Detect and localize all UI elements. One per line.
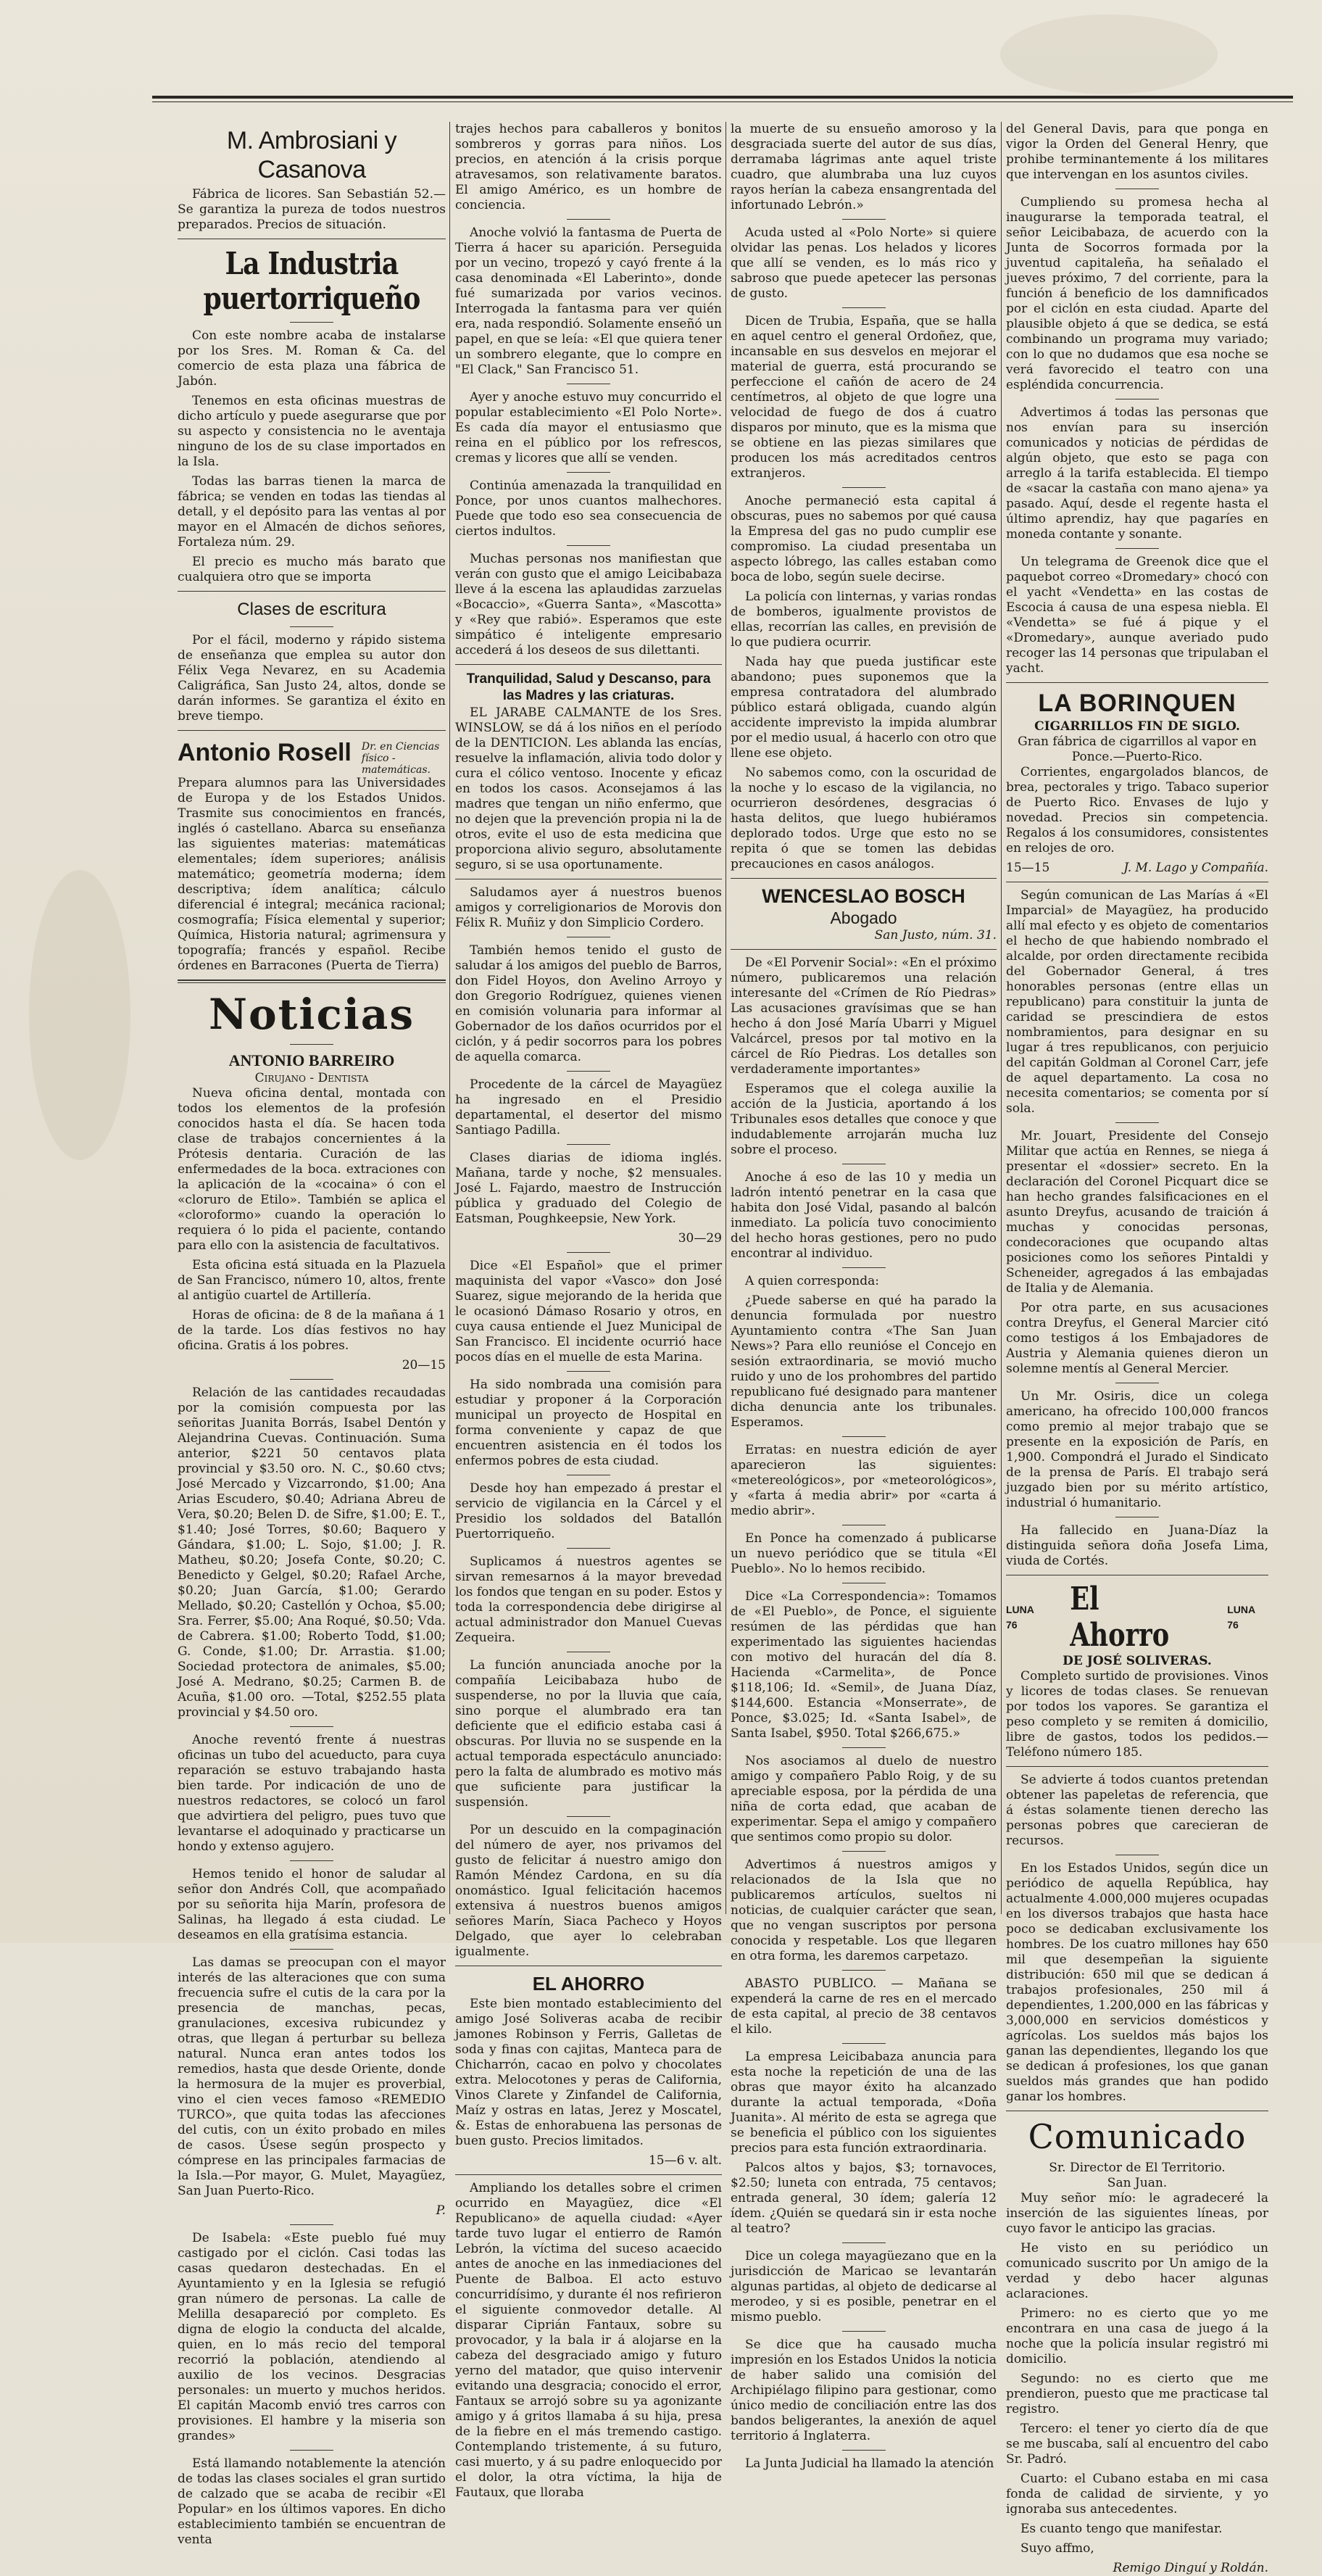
clases-text: Por el fácil, moderno y rápido sistema de enseñanza que emplea su autor don Félix Vega Nevarez, en su Academia Caligráfica, San Justo 24, altos, donde se darán informes. Se garantiza el éxito en breve tiempo. bbox=[178, 633, 446, 724]
comunicado-title: Comunicado bbox=[1028, 2117, 1247, 2156]
rosell-header bbox=[178, 737, 446, 776]
divider bbox=[842, 219, 886, 220]
industria-text: Tenemos en esta oficinas muestras de dicho artículo y puede asegurarse que por su aspecto y consistencia no le aventaja ninguno de los de su clase importados en la Isla. bbox=[178, 394, 446, 469]
divider bbox=[842, 1747, 886, 1748]
el-ahorro-title: EL AHORRO bbox=[532, 1973, 645, 1995]
divider bbox=[842, 2043, 886, 2044]
divider bbox=[290, 1949, 333, 1950]
news-item: La empresa Leicibabaza anuncia para esta noche la repetición de una de las obras que mayor éxito ha alcanzado durante la actual temporada, «Doña Juanita». Al mérito de esta se agrega que se beneficia el público con los siguientes precios para esta función extraordinaria. bbox=[731, 2050, 997, 2155]
divider bbox=[842, 1267, 886, 1268]
news-item: Según comunican de Las Marías á «El Imparcial» de Mayagüez, ha producido allí mal efecto y es objeto de comentarios el hecho de que habiendo nombrado el alcalde, por orden directamente recibida del Gobernador General, á tres honorables personas (entre ellas un republicano) para constituir la junta de caridad se prescindiera de estos nombramientos, para designar en su lugar á tres republicanos, con perjuicio del capitán Goldman al Coronel Carr, jefe de aquel departamento. La cosa no necesita comentarios; se comenta por sí sola. bbox=[1006, 888, 1268, 1116]
news-item: Ha fallecido en Juana-Díaz la distinguida señora doña Josefa Lima, viuda de Cortés. bbox=[1006, 1523, 1268, 1568]
damas-signature: P. bbox=[436, 2203, 446, 2218]
news-item: Por otra parte, en sus acusaciones contra Dreyfus, el General Marcier citó como testigos á los Embajadores de Austria y Alemania quienes dieron un solemne mentís al General Mercier. bbox=[1006, 1301, 1268, 1376]
news-item: Desde hoy han empezado á prestar el servicio de vigilancia en la Cárcel y el Presidio los soldados del Batallón Puertorriqueño. bbox=[455, 1481, 722, 1541]
news-item: Por un descuido en la compaginación del número de ayer, nos privamos del gusto de felicitar á nuestro amigo don Ramón Méndez Cardona, en su día onomástico. Igual felicitación hacemos extensiva á nuestros buenos amigos señores Marín, Siaca Pacheco y Hoyos Delgado, que ayer lo celebraban igualmente. bbox=[455, 1823, 722, 1959]
comunicado-text: Suyo affmo, bbox=[1020, 2541, 1094, 2556]
divider bbox=[842, 2242, 886, 2243]
news-item: Dice un colega mayagüezano que en la jurisdicción de Maricao se levantarán algunas partidas, al objeto de dedicarse al merodeo, y si es posible, penetrar en el mismo pueblo. bbox=[731, 2249, 997, 2324]
news-item: Un Mr. Osiris, dice un colega americano, ha ofrecido 100,000 francos como premio al mejor trabajo que se presente en la exposición de París, en 1,900. Compondrá el Jurado el Sindicato de la prensa de París. El trabajo será juzgado bien por su mérito artístico, industrial ó humanitario. bbox=[1006, 1389, 1268, 1510]
divider bbox=[290, 1379, 333, 1380]
news-item: Suplicamos á nuestros agentes se sirvan remesarnos á la mayor brevedad los fondos que tengan en su poder. Estos y toda la correspondencia debe dirigirse al actual administrador don Manuel Cuevas Zequeira. bbox=[455, 1554, 722, 1645]
industria-text: El precio es mucho más barato que cualquiera otro que se importa bbox=[178, 555, 446, 584]
comunicado-text: Cuarto: el Cubano estaba en mi casa fonda de calidad de sirviente, y yo ignoraba sus antecedentes. bbox=[1006, 2472, 1268, 2517]
el-ahorro-header bbox=[1006, 1581, 1268, 1654]
tranquilidad-title: Tranquilidad, Salud y Descanso, para las Madres y las criaturas. bbox=[466, 671, 711, 703]
divider bbox=[290, 2450, 333, 2451]
clases-title: Clases de escritura bbox=[237, 600, 386, 619]
comunicado-city: San Juan. bbox=[1107, 2176, 1168, 2190]
column-2 bbox=[455, 122, 722, 2500]
comunicado-director: Sr. Director de El Territorio. bbox=[1049, 2161, 1226, 2175]
ambrosiani-text: Fábrica de licores. San Sebastián 52.—Se garantiza la pureza de todos nuestros preparados. Precios de situación. bbox=[178, 187, 446, 232]
comunicado-signature: Remigo Dinguí y Roldán. bbox=[1113, 2561, 1268, 2575]
news-item: ABASTO PUBLICO. — Mañana se expenderá la carne de res en el mercado de esta capital, al precio de 38 centavos el kilo. bbox=[731, 1976, 997, 2037]
news-item: Clases diarias de idioma inglés. Mañana, tarde y noche, $2 mensuales. José L. Fajardo, maestro de Instrucción pública y graduado del Colegio de Eatsman, Poughkeepsie, New York. bbox=[455, 1151, 722, 1226]
divider bbox=[731, 949, 997, 950]
news-item: Dicen de Trubia, España, que se halla en aquel centro el general Ordoñez, que, incansable en sus desvelos en mejorar el material de guerra, está procurando se perfeccione el cañón de acero de 24 centímetros, al objeto de que logre una velocidad de fuego de dos á cuatro disparos por minuto, que es la misma que se obtiene en las piezas similares que producen los más acreditados centros extranjeros. bbox=[731, 314, 997, 481]
column-1 bbox=[178, 122, 446, 2547]
barreiro-text: Esta oficina está situada en la Plazuela de San Francisco, número 10, altos, frente al antigüo cuartel de Artillería. bbox=[178, 1258, 446, 1303]
comunicado-text: He visto en su periódico un comunicado suscrito por Un amigo de la verdad y debo hacer algunas aclaraciones. bbox=[1006, 2241, 1268, 2301]
divider bbox=[290, 2224, 333, 2225]
industria-text: Todas las barras tienen la marca de fábrica; se venden en todas las tiendas al detall, y el depósito para las ventas al por mayor en el Almacén de dichos señores, Fortaleza núm. 29. bbox=[178, 474, 446, 550]
news-item: Saludamos ayer á nuestros buenos amigos y correligionarios de Morovis don Félix R. Muñiz y don Simplicio Cordero. bbox=[455, 885, 722, 930]
paper-stain bbox=[29, 870, 130, 1160]
ambrosiani-title: M. Ambrosiani y Casanova bbox=[226, 127, 397, 183]
comunicado-text: Tercero: el tener yo cierto día de que se me buscaba, salí al encuentro del cabo Sr. Padró. bbox=[1006, 2422, 1268, 2467]
divider bbox=[455, 664, 722, 665]
barreiro-title: ANTONIO BARREIRO bbox=[228, 1051, 395, 1069]
borinquen-subtitle: Gran fábrica de cigarrillos al vapor en Ponce.—Puerto-Rico. bbox=[1018, 734, 1257, 764]
luna-label: LUNA 76 bbox=[1227, 1604, 1256, 1631]
column-divider bbox=[1001, 122, 1002, 1914]
paper-stain bbox=[1000, 15, 1218, 94]
el-ahorro-text: Este bien montado establecimiento del amigo José Soliveras acaba de recibir jamones Robinson y Ferris, Galletas de soda y finas con cajitas, Manteca para de Chicharrón, cacao en polvo y chocolates extra. Melocotones y peras de California, Vinos Clarete y Zinfandel de California, Maíz y ostras en latas, Jerez y Moscatel, &. Estas de enhorabuena las personas de buen gusto. Precios limitados. bbox=[455, 1997, 722, 2148]
wenceslao-title: WENCESLAO BOSCH bbox=[762, 885, 965, 907]
news-item: La función anunciada anoche por la compañía Leicibabaza hubo de suspenderse, no por la lluvia que caía, sino porque el alumbrado era tan deficiente que el edificio estaba casi á obscuras. Por lluvia no se suspende en la actual temporada espectáculo anunciado: pero la falta de alumbrado es motivo más que suficiente para justificar la suspensión. bbox=[455, 1658, 722, 1810]
divider bbox=[1115, 1122, 1159, 1123]
divider bbox=[567, 219, 610, 220]
divider bbox=[178, 730, 446, 731]
divider bbox=[178, 980, 446, 983]
el-ahorro-title: El Ahorro bbox=[1070, 1581, 1169, 1654]
divider bbox=[1006, 1766, 1268, 1767]
news-item: Anoche volvió la fantasma de Puerta de Tierra á hacer su aparición. Perseguida por un vecino, tropezó y cayó frente á la casa denominada «El Laberinto», donde fué sumarizada por varios vecinos. Interrogada la fantasma para ver quién era, nada respondió. Solamente enseñó un papel, en que se leía: «El que quiera tener un sombrero elegante, que lo compre en "El Clack," San Francisco 51. bbox=[455, 225, 722, 377]
news-item: la muerte de su ensueño amoroso y la desgraciada suerte del autor de sus días, derramaba lágrimas ante aquel triste cuadro, que alumbraba una luz cuyos rayos herían la cabeza ensangrentada del infortunado Lebrón.» bbox=[731, 122, 997, 212]
news-item: Mr. Jouart, Presidente del Consejo Militar que actúa en Rennes, se niega á presentar el «dossier» secreto. En la declaración del Coronel Picquart dice se han hecho grandes falsificaciones en el asunto Dreyfus, acusando de traición á muchas y conocidas personas, condecoraciones que ocupando altas posiciones como los señores Pintaldi y Scheneider, agregados á las embajadas de Italia y de Alemania. bbox=[1006, 1129, 1268, 1296]
borinquen-signature: J. M. Lago y Compañía. bbox=[1123, 861, 1268, 875]
divider bbox=[567, 1371, 610, 1372]
borinquen-title: LA BORINQUEN bbox=[1038, 689, 1236, 717]
news-item: Se advierte á todos cuantos pretendan obtener las papeletas de referencia, que á éstas solamente tienen derecho las personas pobres que carecieran de recursos. bbox=[1006, 1773, 1268, 1848]
news-item: Erratas: en nuestra edición de ayer aparecieron las siguientes: «metereológicos», por «meteorológicos», y «farta á media abrir» por «carta á medio abrir». bbox=[731, 1443, 997, 1518]
tranquilidad-text: EL JARABE CALMANTE de los Sres. WINSLOW, se dá á los niños en el período de la DENTICION. Les ablanda las encías, resuelve la inflamación, alivia todo dolor y cura el cólico ventoso. Inocente y eficaz en todos los casos. Aconsejamos á las madres que tengan un niño enfermo, que no dejen que la prevención propia ni la de otros, evite el uso de esta medicina que proporciona alivio seguro, absolutamente seguro, si se usa oportunamente. bbox=[455, 705, 722, 872]
divider bbox=[842, 2331, 886, 2332]
noticias-title: Noticias bbox=[208, 990, 415, 1039]
news-item: Nos asociamos al duelo de nuestro amigo y compañero Pablo Roig, y de su apreciable esposa, por la pérdida de una niña de corta edad, que acaban de experimentar. Sepa el amigo y compañero que sentimos como propio su dolor. bbox=[731, 1754, 997, 1844]
borinquen-ref: 15—15 bbox=[1006, 861, 1050, 875]
news-item: Ha sido nombrada una comisión para estudiar y proponer á la Corporación municipal un proyecto de Hospital en forma conveniente y capaz de que encuentren asistencia en él todos los enfermos pobres de esta ciudad. bbox=[455, 1378, 722, 1468]
barreiro-ref: 20—15 bbox=[402, 1358, 446, 1372]
news-item: Anoche permaneció esta capital á obscuras, pues no sabemos por qué causa la Empresa del gas no pudo cumplir ese compromiso. La ciudad presentaba un aspecto lóbrego, las calles estaban como boca de lobo, según suele decirse. bbox=[731, 494, 997, 584]
news-item: Nada hay que pueda justificar este abandono; pues suponemos que la empresa contratadora del alumbrado público estará obligada, cuando algún accidente imprevisto la impida alumbrar por el medio usual, á hacerlo con otro que llene ese objeto. bbox=[731, 655, 997, 761]
news-item: Un telegrama de Greenok dice que el paquebot correo «Dromedary» chocó con el yacht «Vendetta» en las costas de Escocia á causa de una espesa niebla. El «Vendetta» se fué á pique y el «Dromedary», aunque averiado pudo recoger las 14 personas que tripulaban el yacht. bbox=[1006, 555, 1268, 676]
news-item: Procedente de la cárcel de Mayagüez ha ingresado en el Presidio departamental, el desertor del mismo Santiago Padilla. bbox=[455, 1077, 722, 1138]
news-item: Se dice que ha causado mucha impresión en los Estados Unidos la noticia de haber salido una comisión del Archipiélago filipino para gestionar, como único medio de conciliación entre las dos bandos beligerantes, la anexión de aquel territorio á Inglaterra. bbox=[731, 2337, 997, 2443]
el-ahorro-subtitle: DE JOSÉ SOLIVERAS. bbox=[1063, 1654, 1212, 1668]
esta-text: Está llamando notablemente la atención de todas las clases sociales el gran surtido de calzado que se acaba de recibir «El Popular» en los últimos vapores. En dicho establecimiento también se encuentran de venta bbox=[178, 2456, 446, 2547]
barreiro-subtitle: Cirujano - Dentista bbox=[254, 1071, 369, 1085]
borinquen-text: Corrientes, engargolados blancos, de brea, pectorales y trigo. Tabaco superior de Puerto Rico. Envases de lujo y novedad. Precios sin competencia. Regalos á los consumidores, consistentes en relojes de oro. bbox=[1006, 765, 1268, 856]
relacion-text: Relación de las cantidades recaudadas por la comisión compuesta por las señoritas Juanita Borrás, Isabel Dentón y Alejandrina Cuevas. Continuación. Suma anterior, $221 50 centavos plata provincial y $3.50 oro. N. C., $0.60 ctvs; José Mercado y Vizcarrondo, $1.00; Ana Arias Escudero, $0.40; Adriana Abreu de Vera, $0.20; Belen D. de Sifre, $1.00; E. T., $1.40; José Torres, $0.60; Baquero y Gándara, $1.00; L. Sojo, $1.00; J. R. Matheu, $0.20; Josefa Conte, $0.20; C. Benedicto y Gelgel, $0.20; Rafael Arche, $0.20; Juan García, $1.00; Gerardo Mellado, $0.20; Castellón y Ochoa, $5.00; Sra. Ferrer, $5.00; Ana Roqué, $0.50; Vda. de Cabrera. $1.00; Roberto Todd, $1.00; G. Conde, $1.00; Dr. Arrastia. $1.00; Sociedad protectora de animales, $5.00; José A. Medrano, $0.25; Carmen B. de Acuña, $1.00 oro. —Total, $252.55 plata provincial y $4.50 oro. bbox=[178, 1386, 446, 1720]
news-item: Advertimos á nuestros amigos y relacionados de la Isla que no publicaremos artículos, sueltos ni noticias, de cualquier carácter que sean, que no vengan suscriptos por persona conocida y respetable. Los que llegaren en otra forma, les daremos carpetazo. bbox=[731, 1858, 997, 1963]
news-item: Esperamos que el colega auxilie la acción de la Justicia, aportando á los Tribunales esos detalles que conoce y que indudablemente arrojarán mucha luz sobre el proceso. bbox=[731, 1082, 997, 1157]
column-4 bbox=[1006, 122, 1268, 2575]
divider bbox=[842, 487, 886, 488]
luna-label: LUNA 76 bbox=[1006, 1604, 1034, 1631]
borinquen-footer bbox=[1006, 861, 1268, 876]
divider bbox=[842, 307, 886, 308]
news-item: del General Davis, para que ponga en vigor la Orden del General Henry, que prohibe terminantemente á los militares que intervengan en los asuntos civiles. bbox=[1006, 122, 1268, 182]
news-item: Ampliando los detalles sobre el crimen ocurrido en Mayagüez, dice «El Republicano» de aquella ciudad: «Ayer tarde tuvo lugar el entierro de Ramón Lebrón, la víctima del suceso acaecido antes de anoche en las inmediaciones del Puente de Balboa. El acto estuvo concurridísimo, y durante él nos refirieron el siguiente conmovedor detalle. Al disparar Ciprián Fantaux, sobre su provocador, y la bala ir á alojarse en la cabeza del desgraciado amigo y futuro yerno del matador, que quiso intervenir evitando una desgracia; conocido el error, Fantaux se arrojó sobre su ya agonizante amigo y á gritos llamaba á su hija, presa de la fiebre en el más tremendo castigo. Contemplando tristemente, á su futuro, casi muerto, y á su padre enloquecido por el dolor, la otra víctima, la hija de Fautaux, que lloraba bbox=[455, 2181, 722, 2500]
news-item: ¿Puede saberse en qué ha parado la denuncia formulada por nuestro Ayuntamiento contra «The San Juan News»? Para ello reunióse el Concejo en sesión extraordinaria, se movió mucho ruido y uno de los prohombres del partido republicano fué designado para mantener dicha denuncia ante los tribunales. Esperamos. bbox=[731, 1293, 997, 1430]
divider bbox=[842, 1970, 886, 1971]
divider bbox=[842, 1851, 886, 1852]
news-item: A quien corresponda: bbox=[745, 1274, 879, 1288]
divider bbox=[290, 1726, 333, 1727]
news-item: La Junta Judicial ha llamado la atención bbox=[745, 2456, 994, 2471]
divider bbox=[567, 545, 610, 546]
isabela-text: De Isabela: «Este pueblo fué muy castigado por el ciclón. Casi todas las casas quedaron destechadas. En el Ayuntamiento y en la Iglesia se refugió gran número de personas. La calle de Melilla desapareció por completo. Es digna de elogio la conducta del alcalde, quien, en lo más recio del temporal recorrió la población, atendiendo al auxilio de los vecinos. Desgracias personales: un muerto y muchos heridos. El capitán Macomb envió tres carros con provisiones. El hambre y la miseria son grandes» bbox=[178, 2231, 446, 2443]
comunicado-text: Es cuanto tengo que manifestar. bbox=[1020, 2522, 1223, 2536]
anoche-text: Anoche reventó frente á nuestras oficinas un tubo del acueducto, para cuya reparación se estuvo trabajando hasta bien tarde. Por indicación de uno de nuestros redactores, se colocó un farol que advirtiera del peligro, pues tuvo que levantarse el adoquinado y practicarse un hondo y extenso agujero. bbox=[178, 1733, 446, 1854]
divider bbox=[290, 1860, 333, 1861]
divider bbox=[567, 1816, 610, 1817]
divider bbox=[731, 878, 997, 879]
industria-title: La Industria puertorriqueño bbox=[203, 246, 420, 316]
news-item: Cumpliendo su promesa hecha al inaugurarse la temporada teatral, el señor Leicibabaza, de acuerdo con la Junta de Socorros formada por la juventud capitaleña, ha señalado el jueves próximo, 7 del corriente, para la función á beneficio de los damnificados por el ciclón en esta ciudad. Aparte del plausible objeto á que se dedica, se está combinando un programa muy variado; con lo que no dudamos que esa noche se verá favorecido el teatro con una espléndida concurrencia. bbox=[1006, 195, 1268, 392]
divider bbox=[290, 322, 333, 323]
news-item: Dice «La Correspondencia»: Tomamos de «El Pueblo», de Ponce, el siguiente resúmen de las pérdidas que han experimentado las siguientes haciendas con motivo del huracán del día 8. Hacienda «Carmelita», de Ponce $118,106; Id. «Semil», de Juana Díaz, $144,600. Estancia «Monserrate», de Ponce, $3.025; Id. «Santa Isabel», de Santa Isabel, $950. Total $266,675.» bbox=[731, 1589, 997, 1741]
news-item: trajes hechos para caballeros y bonitos sombreros y gorras para niños. Los precios, en atención á la crisis porque atravesamos, son relativamente baratos. El amigo Américo, es un hombre de conciencia. bbox=[455, 122, 722, 212]
barreiro-text: Horas de oficina: de 8 de la mañana á 1 de la tarde. Los días festivos no hay oficina. Gratis á los pobres. bbox=[178, 1308, 446, 1353]
barreiro-text: Nueva oficina dental, montada con todos los elementos de la profesión conocidos hasta el día. Se hacen toda clase de trabajos concernientes á la Prótesis dentaria. Curación de las enfermedades de la boca. extraciones con la aplicación de la «cocaina» ó con el «cloruro de Etilo». También se aplica el «cloroformo» cuando la operación lo requiera ó lo pida el paciente, contando para ello con la asistencia de facultativos. bbox=[178, 1086, 446, 1253]
news-item: Muchas personas nos manifiestan que verán con gusto que el amigo Leicibabaza lleve á la escena las aplaudidas zarzuelas «Bocaccio», «Guerra Santa», «Mascotta» y «Rey que rabió». Esperamos que este simpático é inteligente empresario accederá á los deseos de sus dilettanti. bbox=[455, 552, 722, 658]
wenceslao-address: San Justo, núm. 31. bbox=[874, 928, 997, 943]
header-rule bbox=[152, 96, 1293, 99]
el-ahorro-ref: 15—6 v. alt. bbox=[648, 2153, 722, 2168]
divider bbox=[567, 472, 610, 473]
comunicado-text: Primero: no es cierto que yo me encontrara en una casa de juego á la noche que la policía insular registró mi domicilio. bbox=[1006, 2306, 1268, 2366]
abogado-subtitle: Abogado bbox=[830, 908, 897, 927]
rosell-subtitle: Dr. en Ciencias físico - matemáticas. bbox=[361, 741, 440, 776]
news-item: Acuda usted al «Polo Norte» si quiere olvidar las penas. Los helados y licores que allí se venden, es lo más rico y sabroso que puede apetecer las personas de gusto. bbox=[731, 225, 997, 301]
news-item: Anoche á eso de las 10 y media un ladrón intentó penetrar en la casa que habita don José Vidal, pasando al balcón inmediato. La policía tuvo conocimiento del hecho horas gestiones, pero no pudo encontrar al individuo. bbox=[731, 1170, 997, 1261]
comunicado-text: Segundo: no es cierto que me prendieron, puesto que me practicase tal registro. bbox=[1006, 2372, 1268, 2416]
news-item: Continúa amenazada la tranquilidad en Ponce, por unos cuantos malhechores. Puede que todo eso sea consecuencia de ciertos indultos. bbox=[455, 479, 722, 539]
news-ref: 30—29 bbox=[678, 1231, 722, 1246]
divider bbox=[1006, 682, 1268, 683]
news-item: No sabemos como, con la oscuridad de la noche y lo escaso de la vigilancia, no ocurrieron desórdenes, desgracias ó hasta delitos, que luego hubiéramos deplorado todos. Urge que esto no se repita ó que se tomen las debidas precauciones en casos análogos. bbox=[731, 766, 997, 871]
divider bbox=[567, 1144, 610, 1145]
rosell-text: Prepara alumnos para las Universidades de Europa y de los Estados Unidos. Trasmite sus conocimientos en francés, inglés ó castellano. Abarca su enseñanza las siguientes materias: matemáticas elementales; ídem superiores; análisis matemático; geometría moderna; ídem descriptiva; ídem analítica; cálculo diferencial é integral; mecánica racional; cosmografía; Física elemental y superior; Química, Historia natural; agrimensura y topografía; francés y español. Recibe órdenes en Barracones (Puerta de Tierra) bbox=[178, 776, 446, 973]
divider bbox=[567, 1071, 610, 1072]
divider bbox=[567, 1252, 610, 1253]
news-item: La policía con linternas, y varias rondas de bomberos, igualmente provistos de ellas, recorrían las calles, en previsión de lo que pudiera ocurrir. bbox=[731, 589, 997, 650]
hemos-text: Hemos tenido el honor de saludar al señor don Andrés Coll, que acompañado por su señorita hija Marín, profesora de Salinas, ha llegado á esta ciudad. Le deseamos en ella gratísima estancia. bbox=[178, 1867, 446, 1942]
news-item: De «El Porvenir Social»: «En el próximo número, publicaremos una relación interesante del «Crímen de Río Piedras» Las acusaciones gravísimas que se han hecho á don José María Ubarri y Miguel Valcárcel, presos por tal motivo en la cárcel de Río Piedras. Los detalles son verdaderamente importantes» bbox=[731, 956, 997, 1077]
column-divider bbox=[449, 122, 450, 1914]
news-item: En Ponce ha comenzado á publicarse un nuevo periódico que se titula «El Pueblo». No lo hemos recibido. bbox=[731, 1531, 997, 1576]
column-3 bbox=[731, 122, 997, 2471]
news-item: En los Estados Unidos, según dice un periódico de aquella República, hay actualmente 4.000,000 mujeres ocupadas en los diversos trabajos que hasta hace poco se dedicaban exclusivamente los hombres. De los cuatro millones hay 650 mil que desempeñan la siguiente distribución: 650 mil que se dedican á trabajos profesionales, 250 mil á dependientes, 1.200,000 en las fábricas y 3,000,000 en servicios domésticos y agrícolas. Los sueldos más bajos los ganan las dependientes, llegando los que se dedican á profesiones, los que ganan sueldos más grandes que han podido ganar los hombres. bbox=[1006, 1861, 1268, 2104]
divider bbox=[842, 2450, 886, 2451]
divider bbox=[1115, 548, 1159, 549]
el-ahorro-text: Completo surtido de provisiones. Vinos y licores de todas clases. Se renuevan por todos los vapores. Se garantiza el peso completo y se remiten á domicilio, libre de gastos, todos los pedidos.—Teléfono número 185. bbox=[1006, 1669, 1268, 1760]
divider bbox=[290, 1044, 333, 1045]
comunicado-text: Muy señor mío: le agradeceré la inserción de las siguientes líneas, por cuyo favor le anticipo las gracias. bbox=[1006, 2191, 1268, 2236]
news-item: Palcos altos y bajos, $3; tornavoces, $2.50; luneta con entrada, 75 centavos; entrada general, 30 ídem; galería 12 ídem. ¿Quién se quedará sin ir esta noche al teatro? bbox=[731, 2161, 997, 2236]
divider bbox=[178, 591, 446, 592]
rosell-title: Antonio Rosell bbox=[178, 739, 352, 766]
industria-text: Con este nombre acaba de instalarse por los Sres. M. Roman & Ca. del comercio de esta plaza una fábrica de Jabón. bbox=[178, 328, 446, 389]
news-item: Dice «El Español» que el primer maquinista del vapor «Vasco» don José Suarez, sigue mejorando de la herida que le ocasionó Dámaso Rosario y otros, en cuya causa entiende el Juez Municipal de San Francisco. El incidente ocurrió hace pocos días en el muelle de esta Marina. bbox=[455, 1259, 722, 1364]
news-item: También hemos tenido el gusto de saludar á los amigos del pueblo de Barros, don Fidel Hoyos, don Avelino Arroyo y don Gregorio Rodríguez, quienes vienen en comisión volunaria para informar al Gobernador de los daños ocurridos por el ciclón, y á pedir socorros para los pobres de aquella comarca. bbox=[455, 943, 722, 1064]
borinquen-subtitle: CIGARRILLOS FIN DE SIGLO. bbox=[1034, 719, 1240, 734]
news-item: Ayer y anoche estuvo muy concurrido el popular establecimiento «El Polo Norte». Es cada día mayor el entusiasmo que reina en el público por los refrescos, cremas y licores que allí se venden. bbox=[455, 390, 722, 465]
divider bbox=[290, 626, 333, 627]
divider bbox=[567, 1548, 610, 1549]
news-item: Advertimos á todas las personas que nos envían para su inserción comunicados y noticias de pérdidas de algún objeto, que esto se paga con arreglo á la tarifa establecida. El tiempo de «sacar la castaña con mano ajena» ya pasado. Aquí, desde el regente hasta el último aprendiz, hay que pagaríes en moneda contante y sonante. bbox=[1006, 405, 1268, 542]
divider bbox=[455, 2174, 722, 2175]
damas-text: Las damas se preocupan con el mayor interés de las alteraciones que con suma frecuencia sufre el cutis de la cara por la presencia de manchas, pecas, granulaciones, excesiva rubicundez y otras, que llegan á perturbar su belleza natural. Nunca eran antes todos los remedios, hasta que desde Oriente, donde la hermosura de la mujer es proverbial, vino el cien veces famoso «REMEDIO TURCO», que quita todas las afecciones del cutis, con un éxito probado en miles de casos. Úsese según prospecto y cómprese en las principales farmacias de la Isla.—Por mayor, G. Mulet, Mayagüez, San Juan Puerto-Rico. bbox=[178, 1955, 446, 2198]
divider bbox=[842, 1436, 886, 1437]
